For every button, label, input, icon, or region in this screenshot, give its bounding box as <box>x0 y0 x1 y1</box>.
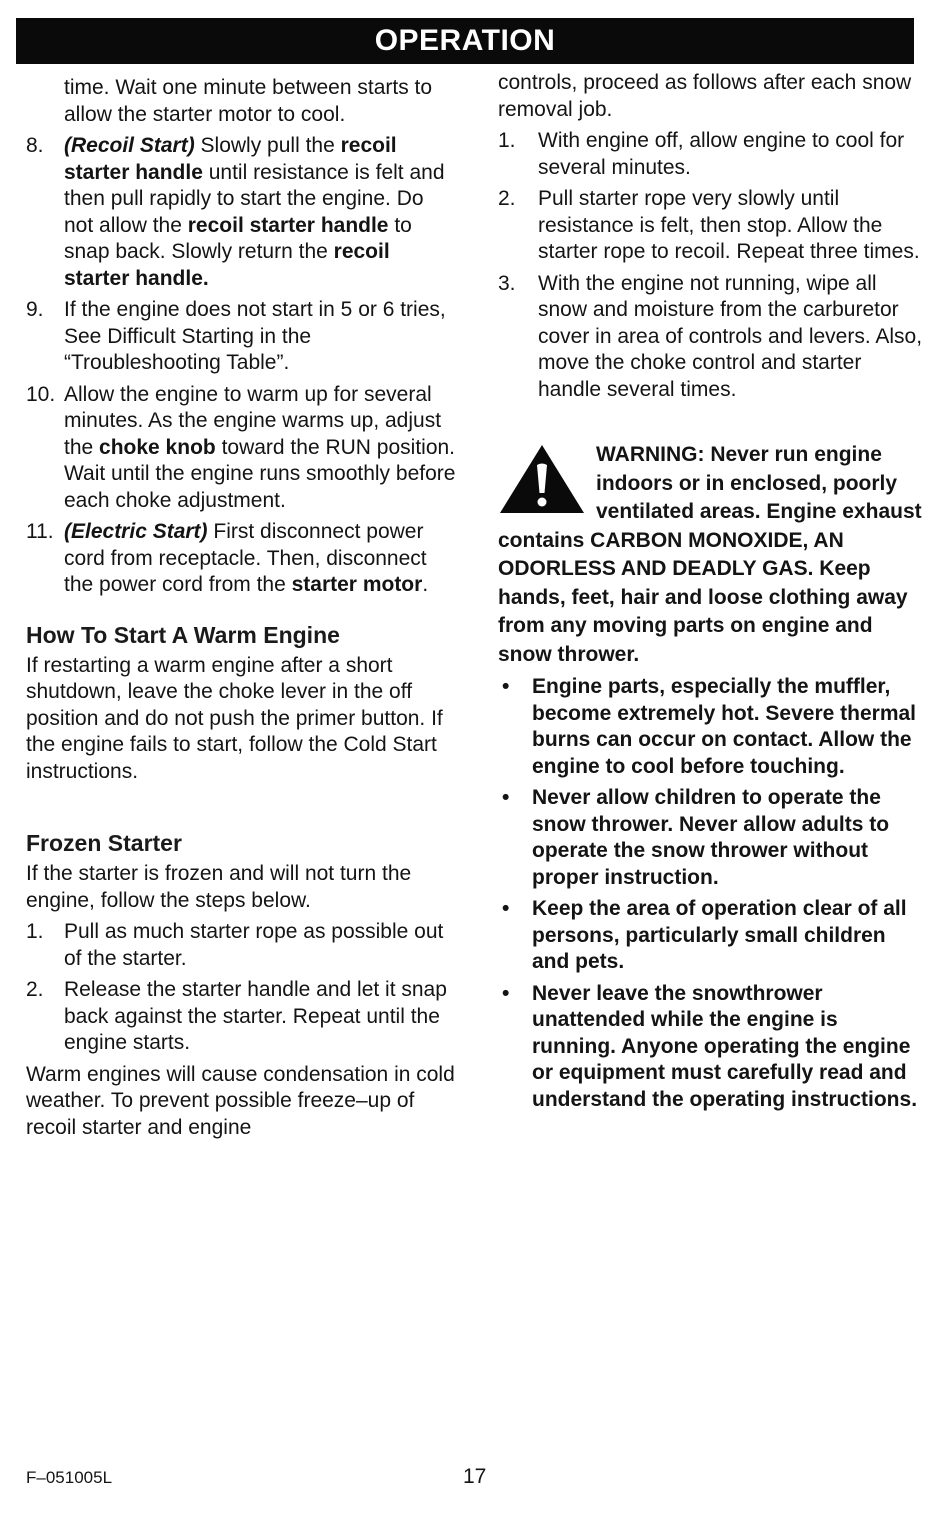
step-number: 9. <box>26 298 44 321</box>
warm-engine-text: If restarting a warm engine after a short shutdown, leave the choke lever in the off position and do not push the primer button. If the engine fails to start, follow the Cold Start instructions. <box>26 653 443 783</box>
bullet-icon: • <box>502 981 510 1005</box>
step-number: 8. <box>26 134 44 157</box>
warm-engine-heading: How To Start A Warm Engine <box>26 621 340 648</box>
step-number: 2. <box>498 187 516 210</box>
bullet-icon: • <box>502 786 510 809</box>
left-column <box>26 70 456 1141</box>
step-label: (Electric Start) <box>64 520 208 543</box>
list-item: • Engine parts, especially the muffler, become extremely hot. Severe thermal burns can occur on contact. Allow the engine to cool before touching. <box>502 675 917 778</box>
step-9: 9. If the engine does not start in 5 or 6 tries, See Difficult Starting in the “Troubleshooting Table”. <box>26 298 446 374</box>
step-number: 1. <box>26 920 44 943</box>
continued-text: controls, proceed as follows after each snow removal job. <box>498 71 912 121</box>
bullet-icon: • <box>502 675 510 698</box>
step-8: 8. (Recoil Start) Slowly pull the recoil starter handle until resistance is felt and then pull rapidly to start the engine. Do not allow the recoil starter handle to snap back. Slowly return the recoil starter handle. <box>26 134 445 290</box>
frozen-starter-heading: Frozen Starter <box>26 830 182 856</box>
step-number: 1. <box>498 129 516 152</box>
after-use-step-2: 2. Pull starter rope very slowly until resistance is felt, then stop. Allow the starter rope to recoil. Repeat three times. <box>498 187 920 263</box>
continued-step-text: time. Wait one minute between starts to allow the starter motor to cool. <box>64 76 433 126</box>
list-item: • Keep the area of operation clear of all persons, particularly small children and pets. <box>502 897 907 973</box>
frozen-step-1: 1. Pull as much starter rope as possible out of the starter. <box>26 920 444 970</box>
frozen-step-2: 2. Release the starter handle and let it snap back against the starter. Repeat until the engine starts. <box>26 978 447 1054</box>
list-item: • Never allow children to operate the snow thrower. Never allow adults to operate the snow thrower without proper instruction. <box>502 786 890 889</box>
section-title-banner: OPERATION <box>16 18 914 64</box>
condensation-text: Warm engines will cause condensation in cold weather. To prevent possible freeze–up of recoil starter and engine <box>26 1062 455 1139</box>
warning-block <box>498 441 926 1113</box>
page-number: 17 <box>463 1465 487 1488</box>
warning-text: WARNING: Never run engine indoors or in enclosed, poorly ventilated areas. Engine exhaust contains CARBON MONOXIDE, AN ODORLESS AND DEADLY GAS. Keep hands, feet, hair and loose clothing away from any moving parts on engine and snow thrower. <box>498 443 922 666</box>
step-number: 11. <box>26 520 54 543</box>
step-number: 3. <box>498 271 516 295</box>
bullet-icon: • <box>502 897 510 920</box>
after-use-step-1: 1. With engine off, allow engine to cool for several minutes. <box>498 129 905 179</box>
after-use-step-3: 3. With the engine not running, wipe all snow and moisture from the carburetor cover in area of controls and levers. Also, move the choke control and starter handle several times. <box>498 271 923 401</box>
step-number: 2. <box>26 978 44 1001</box>
step-11: 11. (Electric Start) First disconnect power cord from receptacle. Then, disconnect the power cord from the starter motor. <box>26 520 429 596</box>
warning-triangle-icon <box>498 443 586 515</box>
list-item: • Never leave the snowthrower unattended while the engine is running. Anyone operating the engine or equipment must carefully read and understand the operating instructions. <box>502 981 918 1111</box>
step-number: 10. <box>26 382 56 406</box>
frozen-starter-intro: If the starter is frozen and will not turn the engine, follow the steps below. <box>26 862 412 912</box>
warning-bullet-list <box>498 674 926 1113</box>
step-10: 10. Allow the engine to warm up for several minutes. As the engine warms up, adjust the choke knob toward the RUN position. Wait until the engine runs smoothly before each choke adjustment. <box>26 382 456 512</box>
right-column <box>498 70 926 1113</box>
step-label: (Recoil Start) <box>64 134 195 157</box>
document-code: F–051005L <box>26 1468 113 1487</box>
